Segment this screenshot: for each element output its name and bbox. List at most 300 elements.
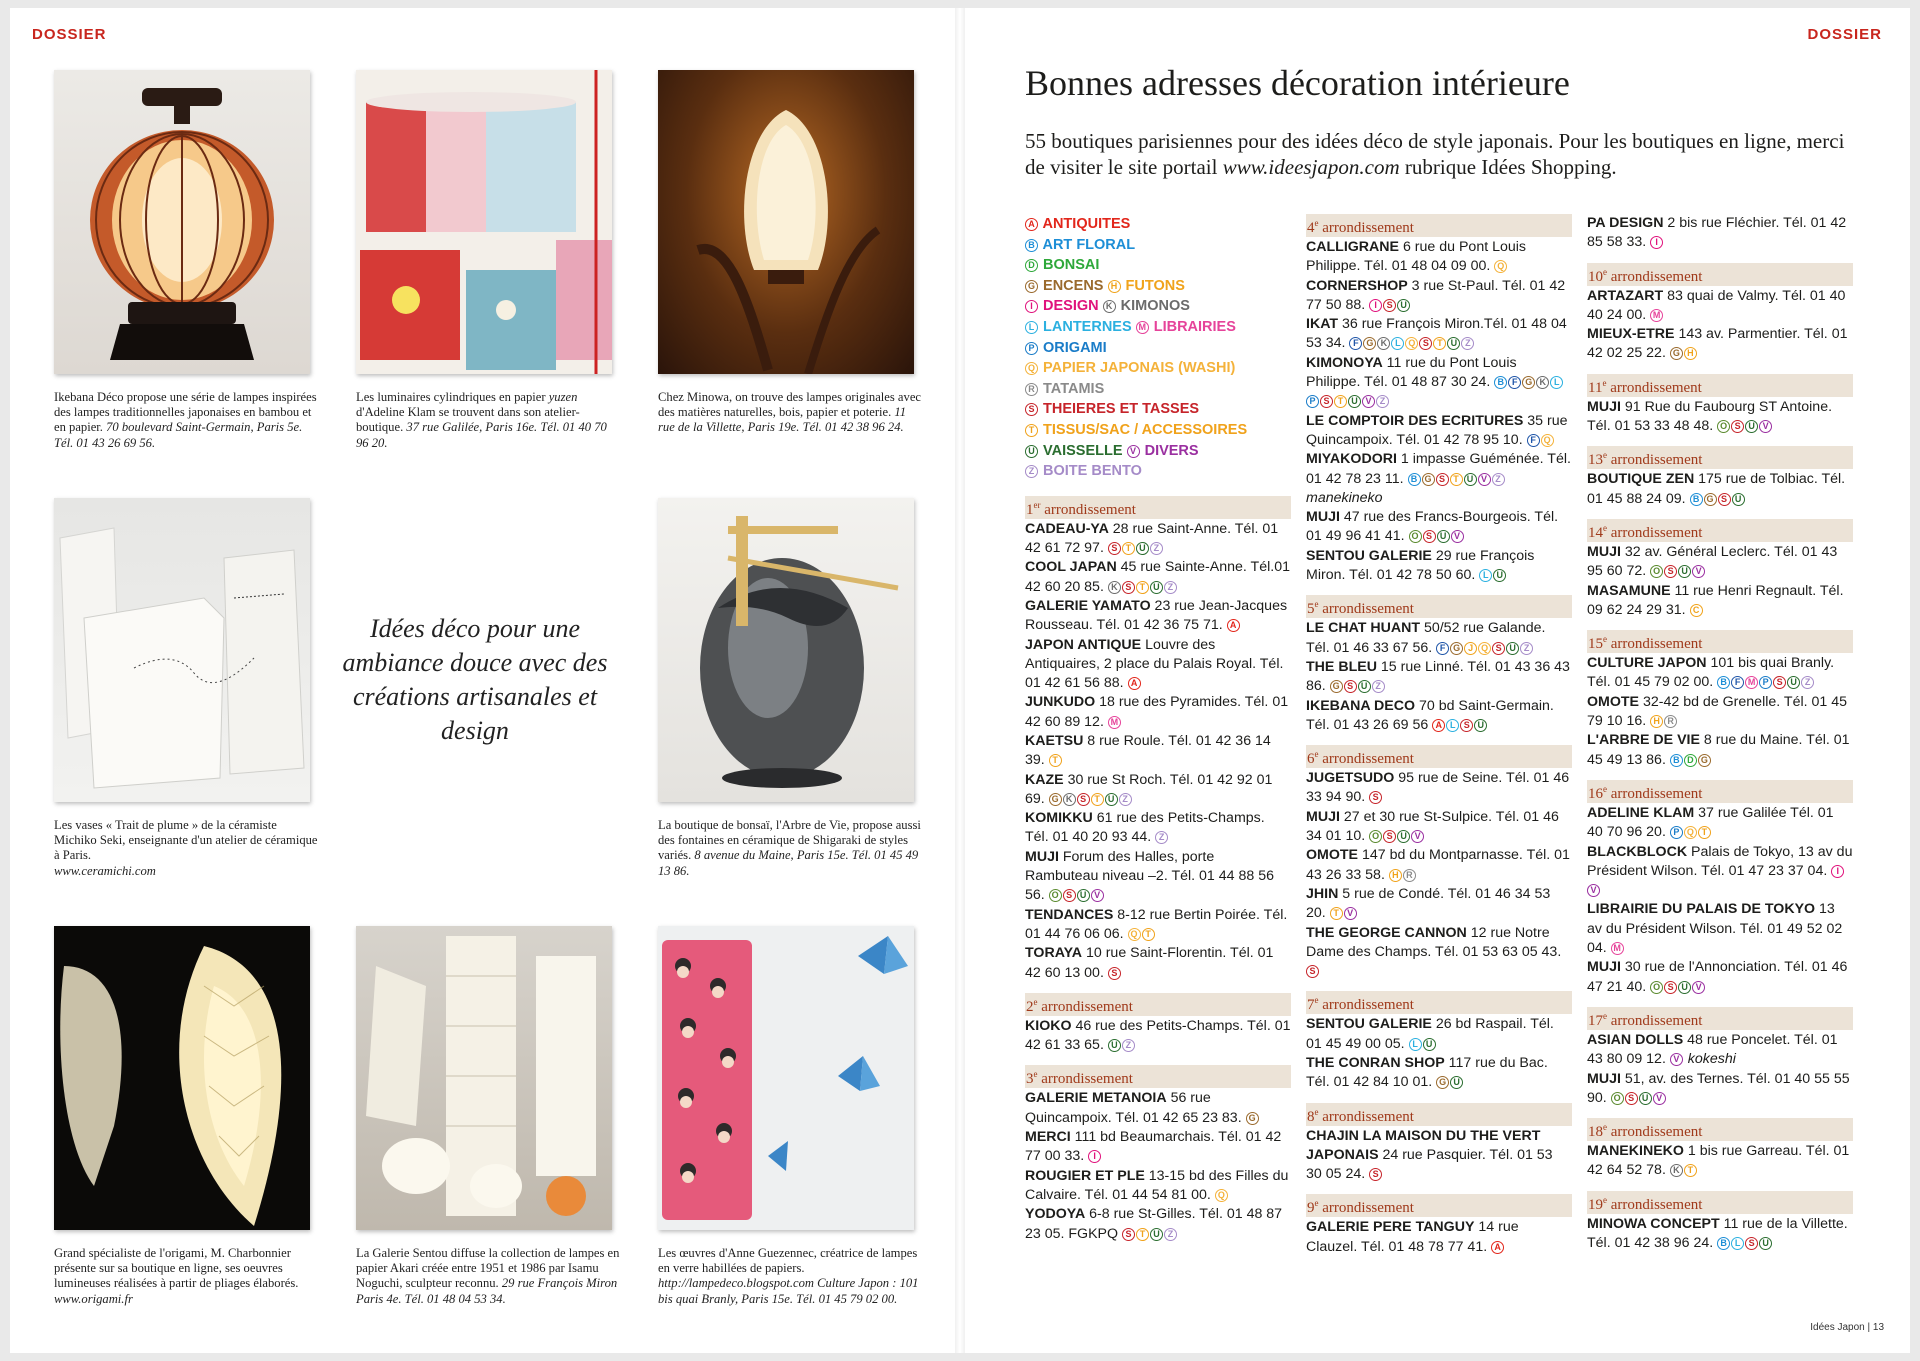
shop-entry (1587, 693, 1853, 732)
category-badge-icon: U (1493, 569, 1506, 582)
middle-quote: Idées déco pour une ambiance douce avec des créations artisanales et design (342, 614, 608, 745)
arrondissement-label: arrondissement (1607, 268, 1703, 285)
shop-name: MANEKINEKO (1587, 1143, 1684, 1160)
shop-name: JUNKUDO (1025, 694, 1096, 711)
shop-address: 61 rue des Petits-Champs. Tél. 01 40 20 93 44. (1025, 810, 1265, 846)
category-badge-icon: S (1423, 530, 1436, 543)
arrondissement-number: 4 (1307, 220, 1315, 236)
arrondissement-suffix: e (1603, 266, 1607, 277)
caption-yuzen (356, 390, 622, 451)
arrondissement-suffix: e (1314, 1198, 1319, 1209)
legend-item (1025, 441, 1291, 462)
shop-name: GALERIE METANOIA (1025, 1090, 1167, 1107)
arrondissement-number: 3 (1026, 1071, 1034, 1088)
shop-entry (1587, 958, 1853, 997)
caption-kokeshi (658, 1246, 924, 1307)
category-badge-icon: U (1077, 889, 1090, 902)
category-badge-icon: T (1142, 928, 1155, 941)
legend-label: VAISSELLE (1039, 442, 1123, 459)
arrondissement-suffix: e (1033, 1069, 1038, 1080)
legend-label: LIBRAIRIES (1149, 318, 1236, 335)
shop-address: 83 quai de Valmy. Tél. 01 40 40 24 00. (1587, 287, 1846, 323)
shop-entry (1306, 508, 1572, 547)
arrondissement-suffix: e (1603, 634, 1607, 645)
shop-address: 50/52 rue Galande. Tél. 01 46 33 67 56. (1306, 620, 1546, 656)
legend-label: ORIGAMI (1039, 339, 1107, 356)
shop-address: Forum des Halles, porte Rambuteau niveau –2. Tél. 01 44 88 56 56. (1025, 848, 1274, 904)
category-badge-icon: Q (1541, 434, 1554, 447)
category-badge-icon: Z (1119, 793, 1132, 806)
shop-entry (1306, 354, 1572, 412)
category-badge-icon: B (1690, 493, 1703, 506)
category-badge-icon: S (1664, 981, 1677, 994)
category-badge-icon: Q (1478, 642, 1491, 655)
category-badge-icon: V (1478, 473, 1491, 486)
yuzen-lamps-photo (356, 70, 612, 374)
shop-name: JUGETSUDO (1306, 770, 1395, 787)
shop-entry (1587, 804, 1853, 843)
shop-entry (1587, 582, 1853, 621)
shop-entry (1587, 470, 1853, 509)
shop-address: 1 impasse Guéménée. Tél. 01 42 78 23 11. (1306, 451, 1571, 487)
category-badge-icon: O (1049, 889, 1062, 902)
shop-address: 111 bd Beaumarchais. Tél. 01 42 77 00 33. (1025, 1129, 1282, 1165)
shop-name: KAZE (1025, 771, 1064, 788)
page-title: Bonnes adresses décoration intérieure (1025, 63, 1570, 103)
shop-name: CULTURE JAPON (1587, 655, 1707, 672)
shop-entry (1587, 654, 1853, 693)
legend-item (1025, 296, 1291, 317)
category-badge-icon: Q (1215, 1189, 1228, 1202)
origami-lamps-illustration (54, 926, 310, 1230)
shop-entry (1025, 520, 1291, 559)
shop-name: PA DESIGN (1587, 215, 1664, 231)
shop-entry (1306, 769, 1572, 808)
shop-entry (1587, 398, 1853, 437)
category-badge-icon: S (1344, 680, 1357, 693)
arrondissement-label: arrondissement (1318, 1108, 1414, 1125)
category-badge-icon: U (1745, 420, 1758, 433)
shop-name: ADELINE KLAM (1587, 804, 1695, 821)
category-badge-icon: R (1664, 715, 1677, 728)
arrondissement-number: 7 (1307, 997, 1315, 1014)
address-list-1 (1025, 496, 1291, 1244)
shop-address: 11 rue de la Villette. Tél. 01 42 38 96 24. (1587, 1215, 1848, 1251)
caption-text: La Galerie Sentou diffuse la collection de lampes en papier Akari créée entre 1951 et 1986 par Isamu Noguchi, sculpteur reconnu. (356, 1246, 620, 1291)
shop-name: SENTOU GALERIE (1306, 1016, 1432, 1033)
caption-fountain (658, 818, 924, 879)
shop-entry (1306, 1218, 1572, 1257)
category-badge-icon: S (1492, 642, 1505, 655)
category-badge-icon: P (1025, 342, 1038, 355)
category-badge-icon: V (1127, 445, 1140, 458)
arrondissement-suffix: e (1033, 996, 1038, 1007)
legend-item (1025, 461, 1291, 482)
shop-entry (1025, 597, 1291, 636)
shop-entry (1306, 450, 1572, 508)
category-badge-icon: G (1025, 280, 1038, 293)
category-badge-icon: K (1670, 1164, 1683, 1177)
shop-name: COOL JAPAN (1025, 559, 1117, 576)
arrondissement-suffix: e (1314, 218, 1319, 228)
fountain-illustration (658, 498, 914, 802)
shop-entry (1025, 906, 1291, 945)
arrondissement-label: arrondissement (1318, 751, 1414, 768)
shop-address: 13 av du Président Wilson. Tél. 01 49 52 02 04. (1587, 901, 1843, 957)
category-badge-icon: A (1227, 619, 1240, 632)
arrondissement-heading (1306, 745, 1572, 768)
shop-entry (1306, 658, 1572, 697)
shop-name: KOMIKKU (1025, 810, 1093, 827)
ikebana-lamp-photo (54, 70, 310, 374)
legend-item (1025, 338, 1291, 359)
shop-entry (1587, 1142, 1853, 1181)
shop-entry (1025, 732, 1291, 771)
category-badge-icon: I (1369, 299, 1382, 312)
category-badge-icon: T (1091, 793, 1104, 806)
category-badge-icon: T (1334, 395, 1347, 408)
shop-address: 30 rue de l'Annonciation. Tél. 01 46 47 21 40. (1587, 959, 1848, 995)
category-badge-icon: Z (1164, 1228, 1177, 1241)
category-badge-icon: S (1460, 719, 1473, 732)
arrondissement-number: 14 (1588, 524, 1603, 541)
category-badge-icon: U (1759, 1237, 1772, 1250)
category-badge-icon: M (1611, 942, 1624, 955)
category-badge-icon: V (1344, 907, 1357, 920)
arrondissement-heading (1587, 519, 1853, 542)
shop-address: 6 rue du Pont Louis Philippe. Tél. 01 48 04 09 00. (1306, 239, 1527, 275)
shop-address: 15 rue Linné. Tél. 01 43 36 43 86. (1306, 658, 1570, 695)
shop-entry (1025, 1128, 1291, 1167)
caption-address: www.ceramichi.com (54, 863, 156, 878)
shop-address: 23 rue Jean-Jacques Rousseau. Tél. 01 42 36 75 71. (1025, 597, 1288, 634)
category-badge-icon: S (1718, 493, 1731, 506)
category-badge-icon: U (1506, 642, 1519, 655)
category-badge-icon: F (1436, 642, 1449, 655)
shop-entry (1587, 325, 1853, 364)
shop-address: 8 rue Roule. Tél. 01 42 36 14 39. (1025, 732, 1271, 769)
shop-name: CORNERSHOP (1306, 277, 1408, 294)
shop-entry (1306, 846, 1572, 885)
caption-ikebana (54, 390, 320, 451)
legend-item (1025, 420, 1291, 441)
arrondissement-label: arrondissement (1607, 1124, 1703, 1141)
caption-text: La boutique de bonsaï, l'Arbre de Vie, propose aussi des fontaines en céramique de Shigaraki de styles variés. (658, 818, 921, 863)
category-badge-icon: U (1464, 473, 1477, 486)
arrondissement-suffix: e (1603, 1010, 1607, 1021)
arrondissement-heading (1587, 1118, 1853, 1141)
shop-address: 14 rue Clauzel. Tél. 01 48 78 77 41. (1306, 1219, 1519, 1255)
category-badge-icon: S (1745, 1237, 1758, 1250)
shop-address: 6-8 rue St-Gilles. Tél. 01 48 87 23 05. FGKPQ (1025, 1206, 1283, 1242)
legend-label: ART FLORAL (1039, 236, 1136, 253)
shop-entry (1025, 558, 1291, 597)
category-badge-icon: C (1690, 604, 1703, 617)
shop-name: OMOTE (1306, 847, 1359, 864)
shop-address: 32 av. Général Leclerc. Tél. 01 43 95 60 72. (1587, 543, 1838, 580)
shop-address: 2 bis rue Fléchier. Tél. 01 42 85 58 33. (1587, 215, 1847, 251)
shop-entry (1306, 619, 1572, 658)
arrondissement-number: 1 (1026, 501, 1034, 518)
category-badge-icon: G (1330, 680, 1343, 693)
category-badge-icon: Z (1461, 337, 1474, 350)
shop-name: KIOKO (1025, 1017, 1072, 1034)
legend-label: DIVERS (1140, 442, 1199, 459)
category-badge-icon: F (1508, 376, 1521, 389)
category-badge-icon: I (1088, 1150, 1101, 1163)
category-badge-icon: O (1717, 420, 1730, 433)
caption-akari (356, 1246, 622, 1307)
arrondissement-number: 6 (1307, 751, 1315, 768)
akari-lamps-photo (356, 926, 612, 1230)
shop-address: 28 rue Saint-Anne. Tél. 01 42 61 72 97. (1025, 520, 1279, 557)
arrondissement-heading (1587, 630, 1853, 653)
category-badge-icon: G (1670, 347, 1683, 360)
category-badge-icon: H (1650, 715, 1663, 728)
category-badge-icon: Q (1405, 337, 1418, 350)
category-badge-icon: U (1136, 542, 1149, 555)
category-badge-icon: Z (1492, 473, 1505, 486)
category-badge-icon: S (1108, 542, 1121, 555)
category-badge-icon: S (1369, 1168, 1382, 1181)
arrondissement-suffix: e (1603, 1122, 1607, 1133)
category-badge-icon: I (1025, 300, 1038, 313)
arrondissement-heading (1587, 780, 1853, 803)
shop-entry (1025, 1089, 1291, 1128)
category-badge-icon: J (1464, 642, 1477, 655)
shop-address: 48 rue Poncelet. Tél. 01 43 80 09 12. (1587, 1031, 1838, 1068)
shop-entry (1025, 944, 1291, 983)
legend-label: LANTERNES (1039, 318, 1132, 335)
arrondissement-heading (1587, 446, 1853, 469)
category-badge-icon: S (1025, 403, 1038, 416)
category-badge-icon: V (1362, 395, 1375, 408)
category-badge-icon: S (1664, 565, 1677, 578)
category-badge-icon: S (1383, 299, 1396, 312)
category-badge-icon: U (1025, 445, 1038, 458)
category-badge-icon: L (1731, 1237, 1744, 1250)
shop-entry (1025, 693, 1291, 732)
category-badge-icon: U (1678, 565, 1691, 578)
arrondissement-suffix: e (1314, 995, 1319, 1006)
arrondissement-suffix: e (1314, 749, 1319, 760)
address-column-1 (1025, 214, 1291, 1244)
category-badge-icon: S (1625, 1092, 1638, 1105)
category-badge-icon: M (1650, 309, 1663, 322)
caption-text-rest: d'Adeline Klam se trouvent dans son atelier-boutique. (356, 405, 580, 435)
shop-name: KAETSU (1025, 732, 1084, 749)
arrondissement-label: arrondissement (1040, 501, 1136, 518)
category-badge-icon: G (1450, 642, 1463, 655)
category-badge-icon: K (1536, 376, 1549, 389)
legend-label: DESIGN (1039, 298, 1099, 315)
arrondissement-heading (1025, 993, 1291, 1016)
shop-address: 35 rue Quincampoix. Tél. 01 42 78 95 10. (1306, 412, 1568, 448)
shop-address: 26 bd Raspail. Tél. 01 45 49 00 05. (1306, 1016, 1554, 1052)
origami-lamps-photo (54, 926, 310, 1230)
shop-name: CHAJIN LA MAISON DU THE VERT JAPONAIS (1306, 1127, 1541, 1163)
shop-name: MUJI (1587, 543, 1621, 560)
arrondissement-number: 16 (1588, 785, 1603, 802)
address-column-2 (1306, 214, 1572, 1257)
shop-name: MUJI (1587, 398, 1621, 415)
category-badge-icon: P (1670, 826, 1683, 839)
category-badge-icon: F (1349, 337, 1362, 350)
category-badge-icon: S (1122, 581, 1135, 594)
shop-entry (1306, 885, 1572, 924)
intro-url: www.ideesjapon.com (1222, 155, 1400, 179)
category-badge-icon: Z (1801, 676, 1814, 689)
category-badge-icon: R (1025, 383, 1038, 396)
category-badge-icon: L (1391, 337, 1404, 350)
legend-label: THEIERES ET TASSES (1039, 401, 1200, 418)
shop-address: 101 bis quai Branly. Tél. 01 45 79 02 00. (1587, 655, 1835, 691)
category-badge-icon: U (1423, 1038, 1436, 1051)
shop-entry (1025, 1205, 1291, 1244)
shop-entry (1587, 900, 1853, 958)
shop-entry (1587, 1215, 1853, 1254)
category-badge-icon: T (1025, 424, 1038, 437)
category-badge-icon: G (1246, 1112, 1259, 1125)
vases-illustration (54, 498, 310, 802)
shop-entry (1587, 214, 1853, 253)
shop-entry (1306, 315, 1572, 354)
category-badge-icon: O (1650, 981, 1663, 994)
arrondissement-number: 13 (1588, 452, 1603, 469)
caption-vases (54, 818, 320, 879)
arrondissement-number: 15 (1588, 636, 1603, 653)
shop-entry (1306, 238, 1572, 277)
category-badge-icon: S (1773, 676, 1786, 689)
arrondissement-suffix: e (1603, 783, 1607, 794)
shop-entry (1025, 848, 1291, 906)
ikebana-lamp-illustration (54, 70, 310, 374)
shop-address: Palais de Tokyo, 13 av du Président Wilson. Tél. 01 47 23 37 04. (1587, 843, 1853, 879)
legend-label: ANTIQUITES (1039, 216, 1131, 232)
arrondissement-label: arrondissement (1318, 1200, 1414, 1217)
arrondissement-heading (1025, 1065, 1291, 1088)
category-badge-icon: S (1383, 830, 1396, 843)
shop-entry (1306, 412, 1572, 451)
category-badge-icon: V (1587, 884, 1600, 897)
category-badge-icon: I (1650, 236, 1663, 249)
arrondissement-label: arrondissement (1607, 524, 1703, 541)
category-badge-icon: Q (1684, 826, 1697, 839)
caption-address: 37 rue Galilée, Paris 16e. Tél. 01 40 70 96 20. (356, 420, 607, 450)
shop-address: 3 rue St-Paul. Tél. 01 42 77 50 88. (1306, 277, 1566, 313)
caption-text: Grand spécialiste de l'origami, M. Charbonnier présente sur sa boutique en ligne, ses oeuvres lumineuses réalisées à partir de pliages élaborés. (54, 1246, 299, 1291)
category-badge-icon: U (1105, 793, 1118, 806)
shop-name: LE COMPTOIR DES ECRITURES (1306, 412, 1524, 429)
legend-label: KIMONOS (1116, 298, 1190, 315)
shop-entry (1306, 1127, 1572, 1185)
address-column-3 (1587, 214, 1853, 1253)
legend-label: BOITE BENTO (1039, 463, 1142, 480)
category-badge-icon: Q (1494, 260, 1507, 273)
category-badge-icon: Z (1155, 831, 1168, 844)
category-badge-icon: U (1450, 1076, 1463, 1089)
shop-address: 37 rue Galilée Tél. 01 40 70 96 20. (1587, 804, 1834, 841)
category-badge-icon: F (1731, 676, 1744, 689)
shop-address: 12 rue Notre Dame des Champs. Tél. 01 53 63 05 43. (1306, 924, 1562, 960)
category-badge-icon: F (1527, 434, 1540, 447)
shop-name: JHIN (1306, 885, 1339, 902)
shop-address: 95 rue de Seine. Tél. 01 46 33 94 90. (1306, 770, 1570, 806)
shop-name: MUJI (1587, 1070, 1621, 1087)
shop-address: 30 rue St Roch. Tél. 01 42 92 01 69. (1025, 771, 1273, 807)
shop-name: JAPON ANTIQUE (1025, 636, 1142, 653)
shop-name: MIYAKODORI (1306, 451, 1397, 468)
shop-name: MUJI (1306, 509, 1340, 526)
shop-name: MUJI (1587, 959, 1621, 976)
category-badge-icon: S (1436, 473, 1449, 486)
category-badge-icon: U (1397, 830, 1410, 843)
category-badge-icon: G (1698, 754, 1711, 767)
shop-address: 27 et 30 rue St-Sulpice. Tél. 01 46 34 01 10. (1306, 808, 1559, 845)
kokeshi-lamp-photo (658, 926, 914, 1230)
arrondissement-number: 2 (1026, 998, 1034, 1015)
shop-entry (1025, 636, 1291, 694)
category-badge-icon: A (1491, 1241, 1504, 1254)
caption-italic-word: yuzen (548, 390, 578, 404)
shop-extra-note: kokeshi (1683, 1051, 1736, 1068)
category-badge-icon: T (1049, 754, 1062, 767)
shop-address: 70 bd Saint-Germain. Tél. 01 43 26 69 56 (1306, 697, 1554, 733)
shop-name: IKEBANA DECO (1306, 697, 1416, 714)
shop-entry (1587, 543, 1853, 582)
category-badge-icon: P (1306, 395, 1319, 408)
category-badge-icon: B (1717, 1237, 1730, 1250)
arrondissement-heading (1587, 374, 1853, 397)
shop-address: 117 rue du Bac. Tél. 01 42 84 10 01. (1306, 1054, 1548, 1091)
category-badge-icon: U (1358, 680, 1371, 693)
arrondissement-number: 11 (1588, 379, 1603, 396)
spine-gutter (955, 8, 965, 1353)
category-badge-icon: V (1653, 1092, 1666, 1105)
vases-photo (54, 498, 310, 802)
shop-address: 147 bd du Montparnasse. Tél. 01 43 26 33 58. (1306, 847, 1570, 883)
legend-item (1025, 379, 1291, 400)
category-badge-icon: G (1422, 473, 1435, 486)
category-badge-icon: G (1522, 376, 1535, 389)
arrondissement-label: arrondissement (1606, 379, 1702, 396)
category-badge-icon: O (1409, 530, 1422, 543)
shop-address: 175 rue de Tolbiac. Tél. 01 45 88 24 09. (1587, 471, 1846, 507)
shop-address: 56 rue Quincampoix. Tél. 01 42 65 23 83. (1025, 1090, 1246, 1126)
category-badge-icon: V (1692, 981, 1705, 994)
shop-name: YODOYA (1025, 1206, 1086, 1223)
category-badge-icon: K (1377, 337, 1390, 350)
category-badge-icon: U (1678, 981, 1691, 994)
category-badge-icon: T (1450, 473, 1463, 486)
category-badge-icon: O (1611, 1092, 1624, 1105)
shop-address: 13-15 bd des Filles du Calvaire. Tél. 01 44 54 81 00. (1025, 1167, 1289, 1203)
shop-entry (1306, 547, 1572, 586)
category-badge-icon: S (1306, 965, 1319, 978)
caption-address: http://lampedeco.blogspot.com Culture Japon : 101 bis quai Branly, Paris 15e. Tél. 01 45 79 02 00. (658, 1276, 919, 1306)
shop-address: 10 rue Saint-Florentin. Tél. 01 42 60 13 00. (1025, 945, 1274, 981)
category-badge-icon: L (1550, 376, 1563, 389)
category-badge-icon: A (1128, 677, 1141, 690)
legend-label: TATAMIS (1039, 380, 1105, 397)
shop-address: 11 rue Henri Regnault. Tél. 09 62 24 29 31. (1587, 582, 1844, 618)
shop-name: TORAYA (1025, 945, 1083, 962)
category-badge-icon: H (1108, 280, 1121, 293)
arrondissement-label: arrondissement (1607, 452, 1703, 469)
caption-text: Ikebana Déco propose une série de lampes inspirées des lampes traditionnelles japonaises en bambou et en papier. (54, 390, 317, 435)
category-badge-icon: S (1063, 889, 1076, 902)
shop-name: CALLIGRANE (1306, 239, 1400, 255)
